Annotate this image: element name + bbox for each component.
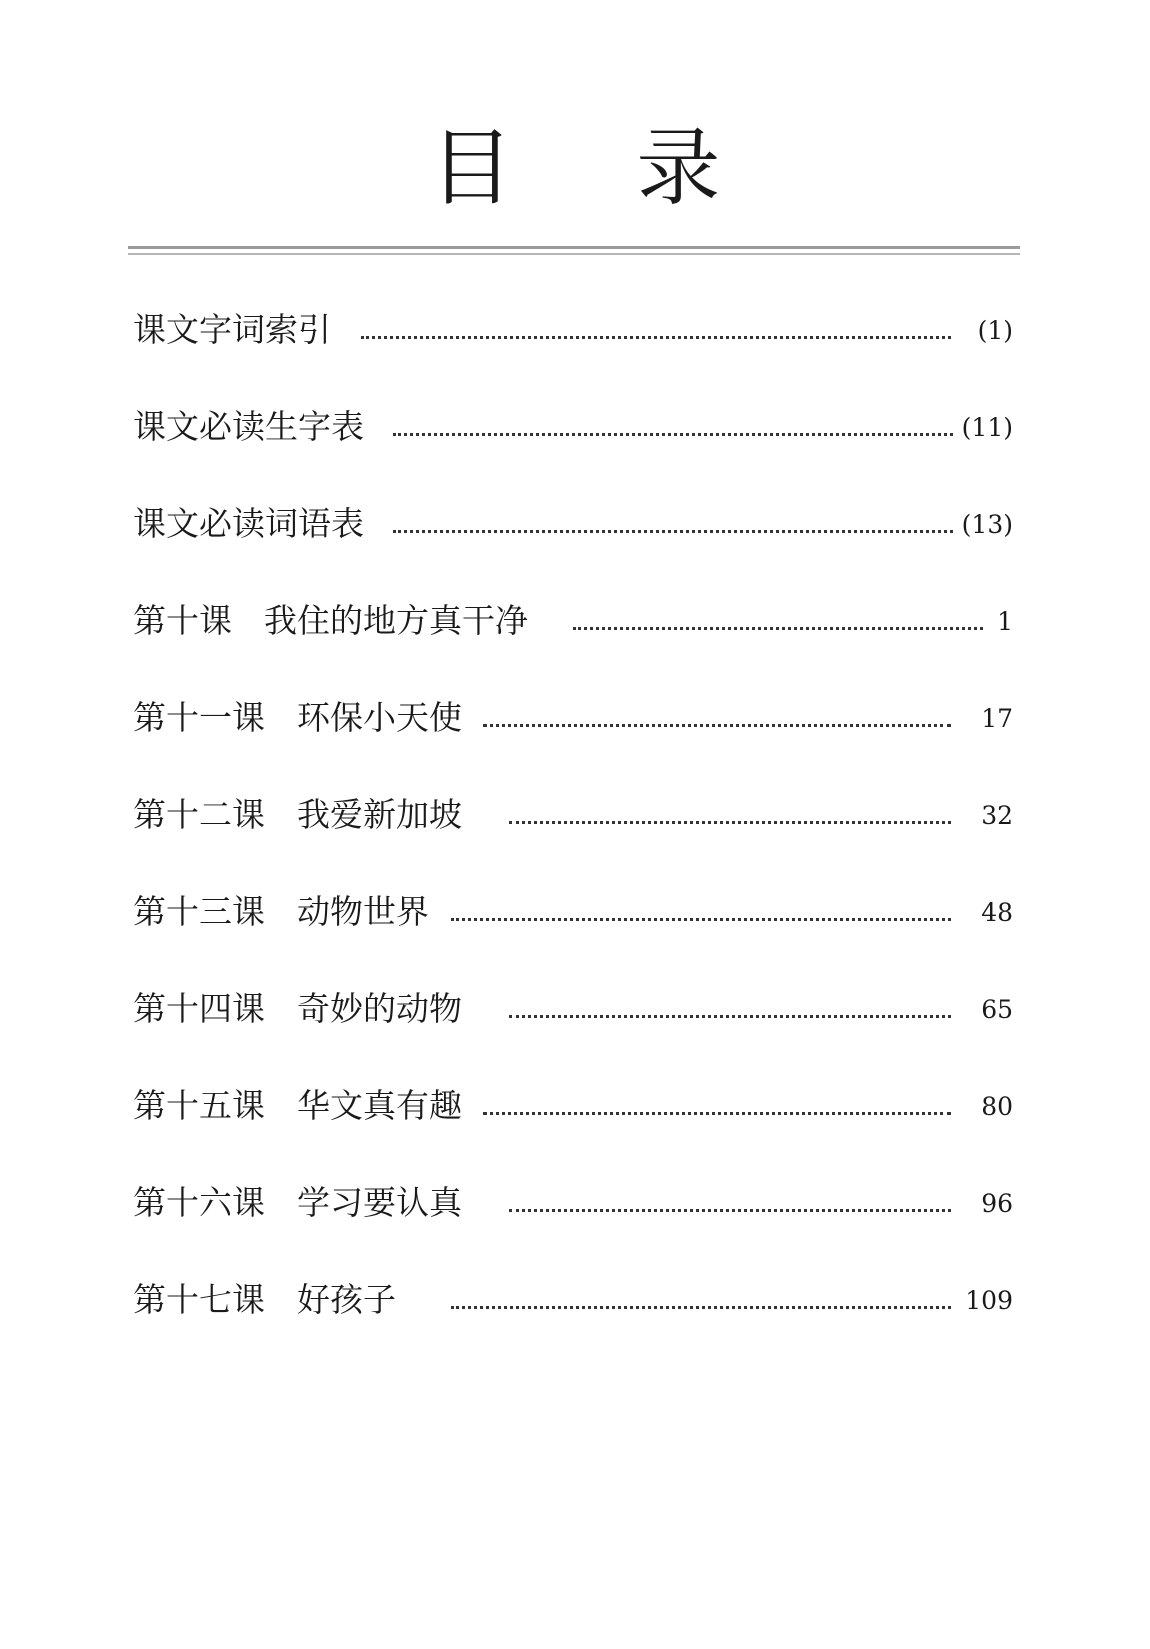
entry-text [133, 1086, 462, 1126]
page-number: (1) [977, 316, 1013, 345]
toc-entry-1[interactable] [133, 397, 1013, 494]
toc-entry-10[interactable] [133, 1270, 1013, 1367]
entry-text [133, 989, 462, 1029]
entry-lesson: 第十二课 [133, 795, 265, 834]
entry-lesson: 第十三课 [133, 892, 265, 931]
entry-lesson: 课文必读生字表 [133, 407, 364, 446]
entry-lesson: 第十一课 [133, 698, 265, 737]
toc-entry-2[interactable] [133, 494, 1013, 591]
entry-text [133, 504, 364, 544]
dot-leader [361, 336, 951, 339]
dot-leader [483, 724, 951, 727]
entry-name: 学习要认真 [297, 1183, 462, 1222]
entry-text [133, 1183, 462, 1223]
page-number: 109 [965, 1286, 1013, 1315]
entry-text [133, 892, 429, 932]
entry-name: 动物世界 [297, 892, 429, 931]
dot-leader [509, 1015, 951, 1018]
toc-entry-6[interactable] [133, 882, 1013, 979]
toc-entry-3[interactable] [133, 591, 1013, 688]
entry-text [133, 310, 331, 350]
entry-name: 我爱新加坡 [297, 795, 462, 834]
toc-entry-4[interactable] [133, 688, 1013, 785]
entry-text [133, 1280, 396, 1320]
dot-leader [509, 821, 951, 824]
entry-name: 华文真有趣 [297, 1086, 462, 1125]
entry-name: 好孩子 [297, 1280, 396, 1319]
entry-lesson: 第十七课 [133, 1280, 265, 1319]
entry-lesson: 第十课 [133, 601, 232, 640]
entry-lesson: 第十四课 [133, 989, 265, 1028]
dot-leader [573, 627, 983, 630]
title-rule-bottom [128, 253, 1020, 255]
dot-leader [393, 530, 953, 533]
page-number: (11) [961, 413, 1013, 442]
dot-leader [451, 1306, 951, 1309]
dot-leader [451, 918, 951, 921]
page-number: 65 [981, 995, 1013, 1024]
entry-text [133, 407, 364, 447]
toc-entry-7[interactable] [133, 979, 1013, 1076]
page-number: 32 [981, 801, 1013, 830]
entry-text [133, 795, 462, 835]
page-number: 80 [981, 1092, 1013, 1121]
dot-leader [509, 1209, 951, 1212]
entry-lesson: 课文必读词语表 [133, 504, 364, 543]
page-number: (13) [961, 510, 1013, 539]
entry-name: 我住的地方真干净 [264, 601, 528, 640]
entry-text [133, 698, 462, 738]
dot-leader [393, 433, 953, 436]
page-number: 1 [997, 607, 1013, 636]
toc-entry-9[interactable] [133, 1173, 1013, 1270]
page-number: 48 [981, 898, 1013, 927]
page-title: 目 录 [429, 119, 769, 217]
table-of-contents [133, 300, 1013, 1367]
entry-lesson: 第十六课 [133, 1183, 265, 1222]
toc-entry-8[interactable] [133, 1076, 1013, 1173]
entry-name: 环保小天使 [297, 698, 462, 737]
toc-entry-0[interactable] [133, 300, 1013, 397]
page-number: 96 [981, 1189, 1013, 1218]
entry-lesson: 第十五课 [133, 1086, 265, 1125]
toc-entry-5[interactable] [133, 785, 1013, 882]
dot-leader [483, 1112, 951, 1115]
entry-text [133, 601, 528, 641]
entry-name: 奇妙的动物 [297, 989, 462, 1028]
page-number: 17 [981, 704, 1013, 733]
title-rule-top [128, 246, 1020, 249]
entry-lesson: 课文字词索引 [133, 310, 331, 349]
